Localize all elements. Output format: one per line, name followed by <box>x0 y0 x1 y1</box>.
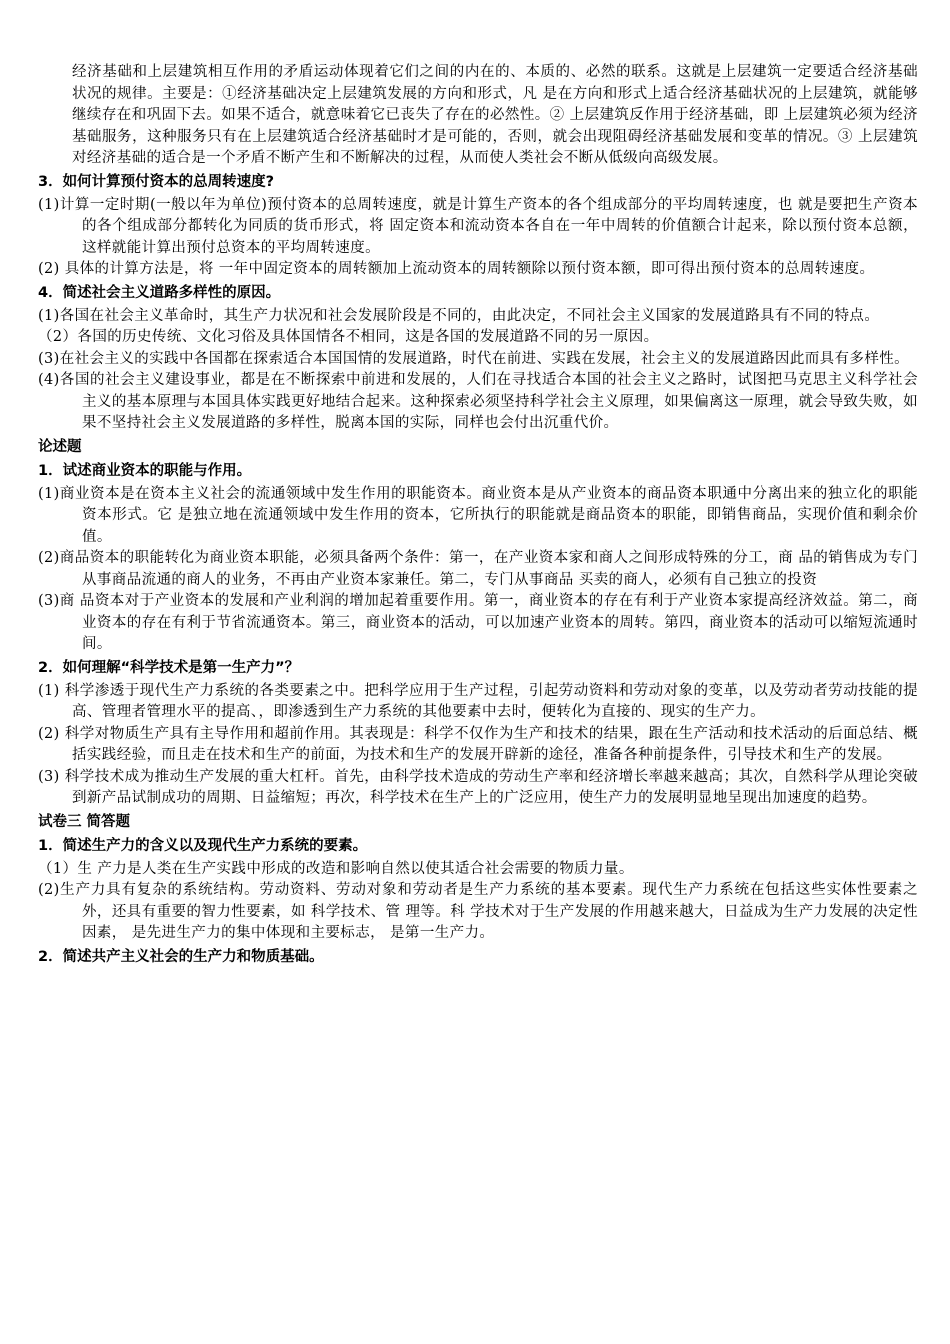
essay-2-heading: 2．如何理解“科学技术是第一生产力”？ <box>38 659 300 676</box>
q3-item-2: (2) 具体的计算方法是，将 一年中固定资本的周转额加上流动资本的周转额除以预付资本额，即可得出预付资本的总周转速度。 <box>38 261 875 277</box>
q4-item-3: (3)在社会主义的实践中各国都在探索适合本国国情的发展道路，时代在前进、实践在发展，社会主义的发展道路因此而具有多样性。 <box>38 350 910 367</box>
e2-item-3: (3) 科学技术成为推动生产发展的重大杠杆。首先，由科学技术造成的劳动生产率和经济增长率越来越高；其次，自然科学从理论突破到新产品试制成功的周期、日益缩短；再次，科学技术在生产上的广泛应用，使生产力的发展明显地呈现出加速度的趋势。 <box>38 768 918 806</box>
q4-item-4: (4)各国的社会主义建设事业，都是在不断探索中前进和发展的，人们在寻找适合本国的社会主义之路时，试图把马克思主义科学社会主义的基本原理与本国具体实践更好地结合起来。这种探索必须坚持科学社会主义原理，如果偏离这一原理，就会导致失败，如果不坚持社会主义发展道路的多样性，脱离本国的实际，同样也会付出沉重代价。 <box>38 372 918 431</box>
question-4-heading: 4．简述社会主义道路多样性的原因。 <box>38 284 281 301</box>
s1-item-1: （1）生 产力是人类在生产实践中形成的改造和影响自然以使其适合社会需要的物质力量。 <box>38 860 634 877</box>
document-page <box>38 62 918 970</box>
essay-section-heading: 论述题 <box>38 438 82 455</box>
q4-item-1: (1)各国在社会主义革命时，其生产力状况和社会发展阶段是不同的，由此决定，不同社会主义国家的发展道路具有不同的特点。 <box>38 307 880 324</box>
question-3-heading: 3．如何计算预付资本的总周转速度? <box>38 173 274 190</box>
e1-item-1: (1)商业资本是在资本主义社会的流通领域中发生作用的职能资本。商业资本是从产业资本的商品资本职通中分离出来的独立化的职能资本形式。它 是独立地在流通领域中发生作用的资本，它所执行的职能就是商品资本的职能，即销售商品，实现价值和剩余价值。 <box>38 485 918 545</box>
exam-3-section-heading: 试卷三 简答题 <box>38 813 131 830</box>
e2-item-1: (1) 科学渗透于现代生产力系统的各类要素之中。把科学应用于生产过程，引起劳动资料和劳动对象的变革，以及劳动者劳动技能的提高、管理者管理水平的提高、，即渗透到生产力系统的其他要素中去时，便转化为直接的、现实的生产力。 <box>38 682 918 720</box>
s1-heading: 1．简述生产力的含义以及现代生产力系统的要素。 <box>38 837 368 854</box>
q4-item-2: （2）各国的历史传统、文化习俗及具体国情各不相同，这是各国的发展道路不同的另一原因。 <box>38 329 659 345</box>
e2-item-2: (2) 科学对物质生产具有主导作用和超前作用。其表现是：科学不仅作为生产和技术的结果，跟在生产活动和技术活动的后面总结、概括实践经验，而且走在技术和生产的前面，为技术和生产的发展开辟新的途径，准备各种前提条件，引导技术和生产的发展。 <box>38 725 918 763</box>
intro-paragraph: 经济基础和上层建筑相互作用的矛盾运动体现着它们之间的内在的、本质的、必然的联系。这就是上层建筑一定要适合经济基础状况的规律。主要是：①经济基础决定上层建筑发展的方向和形式，凡 是在方向和形式上适合经济基础状况的上层建筑，就能够继续存在和巩固下去。如果不适合，就意味着它已丧失了存在的必然性。② 上层建筑反作用于经济基础，即 上层建筑必须为经济基础服务，这种服务只有在上层建筑适合经济基础时才是可能的，否则，就会出现阻碍经济基础发展和变革的情况。③ 上层建筑对经济基础的适合是一个矛盾不断产生和不断解决的过程，从而使人类社会不断从低级向高级发展。 <box>72 64 918 166</box>
s2-heading: 2．简述共产主义社会的生产力和物质基础。 <box>38 948 324 965</box>
essay-1-heading: 1．试述商业资本的职能与作用。 <box>38 462 252 479</box>
e1-item-3: (3)商 品资本对于产业资本的发展和产业利润的增加起着重要作用。第一，商业资本的存在有利于产业资本家提高经济效益。第二，商业资本的存在有利于节省流通资本。第三，商业资本的活动，可以加速产业资本的周转。第四，商业资本的活动可以缩短流通时间。 <box>38 593 918 652</box>
s1-item-2: (2)生产力具有复杂的系统结构。劳动资料、劳动对象和劳动者是生产力系统的基本要素。现代生产力系统在包括这些实体性要素之外，还具有重要的智力性要素，如 科学技术、管 理等。科 学技术对于生产发展的作用越来越大，日益成为生产力发展的决定性因素， 是先进生产力的集中体现和主要标志， 是第一生产力。 <box>38 882 918 941</box>
e1-item-2: (2)商品资本的职能转化为商业资本职能，必须具备两个条件：第一，在产业资本家和商人之间形成特殊的分工，商 品的销售成为专门从事商品流通的商人的业务，不再由产业资本家兼任。第二，专门从事商品 买卖的商人，必须有自己独立的投资 <box>38 550 918 588</box>
q3-item-1: (1)计算一定时期(一般以年为单位)预付资本的总周转速度，就是计算生产资本的各个组成部分的平均周转速度，也 就是要把生产资本的各个组成部分都转化为同质的货币形式，将 固定资本和流动资本各自在一年中周转的价值额合计起来，除以预付资本总额，这样就能计算出预付总资本的平均周转速度。 <box>38 196 918 256</box>
